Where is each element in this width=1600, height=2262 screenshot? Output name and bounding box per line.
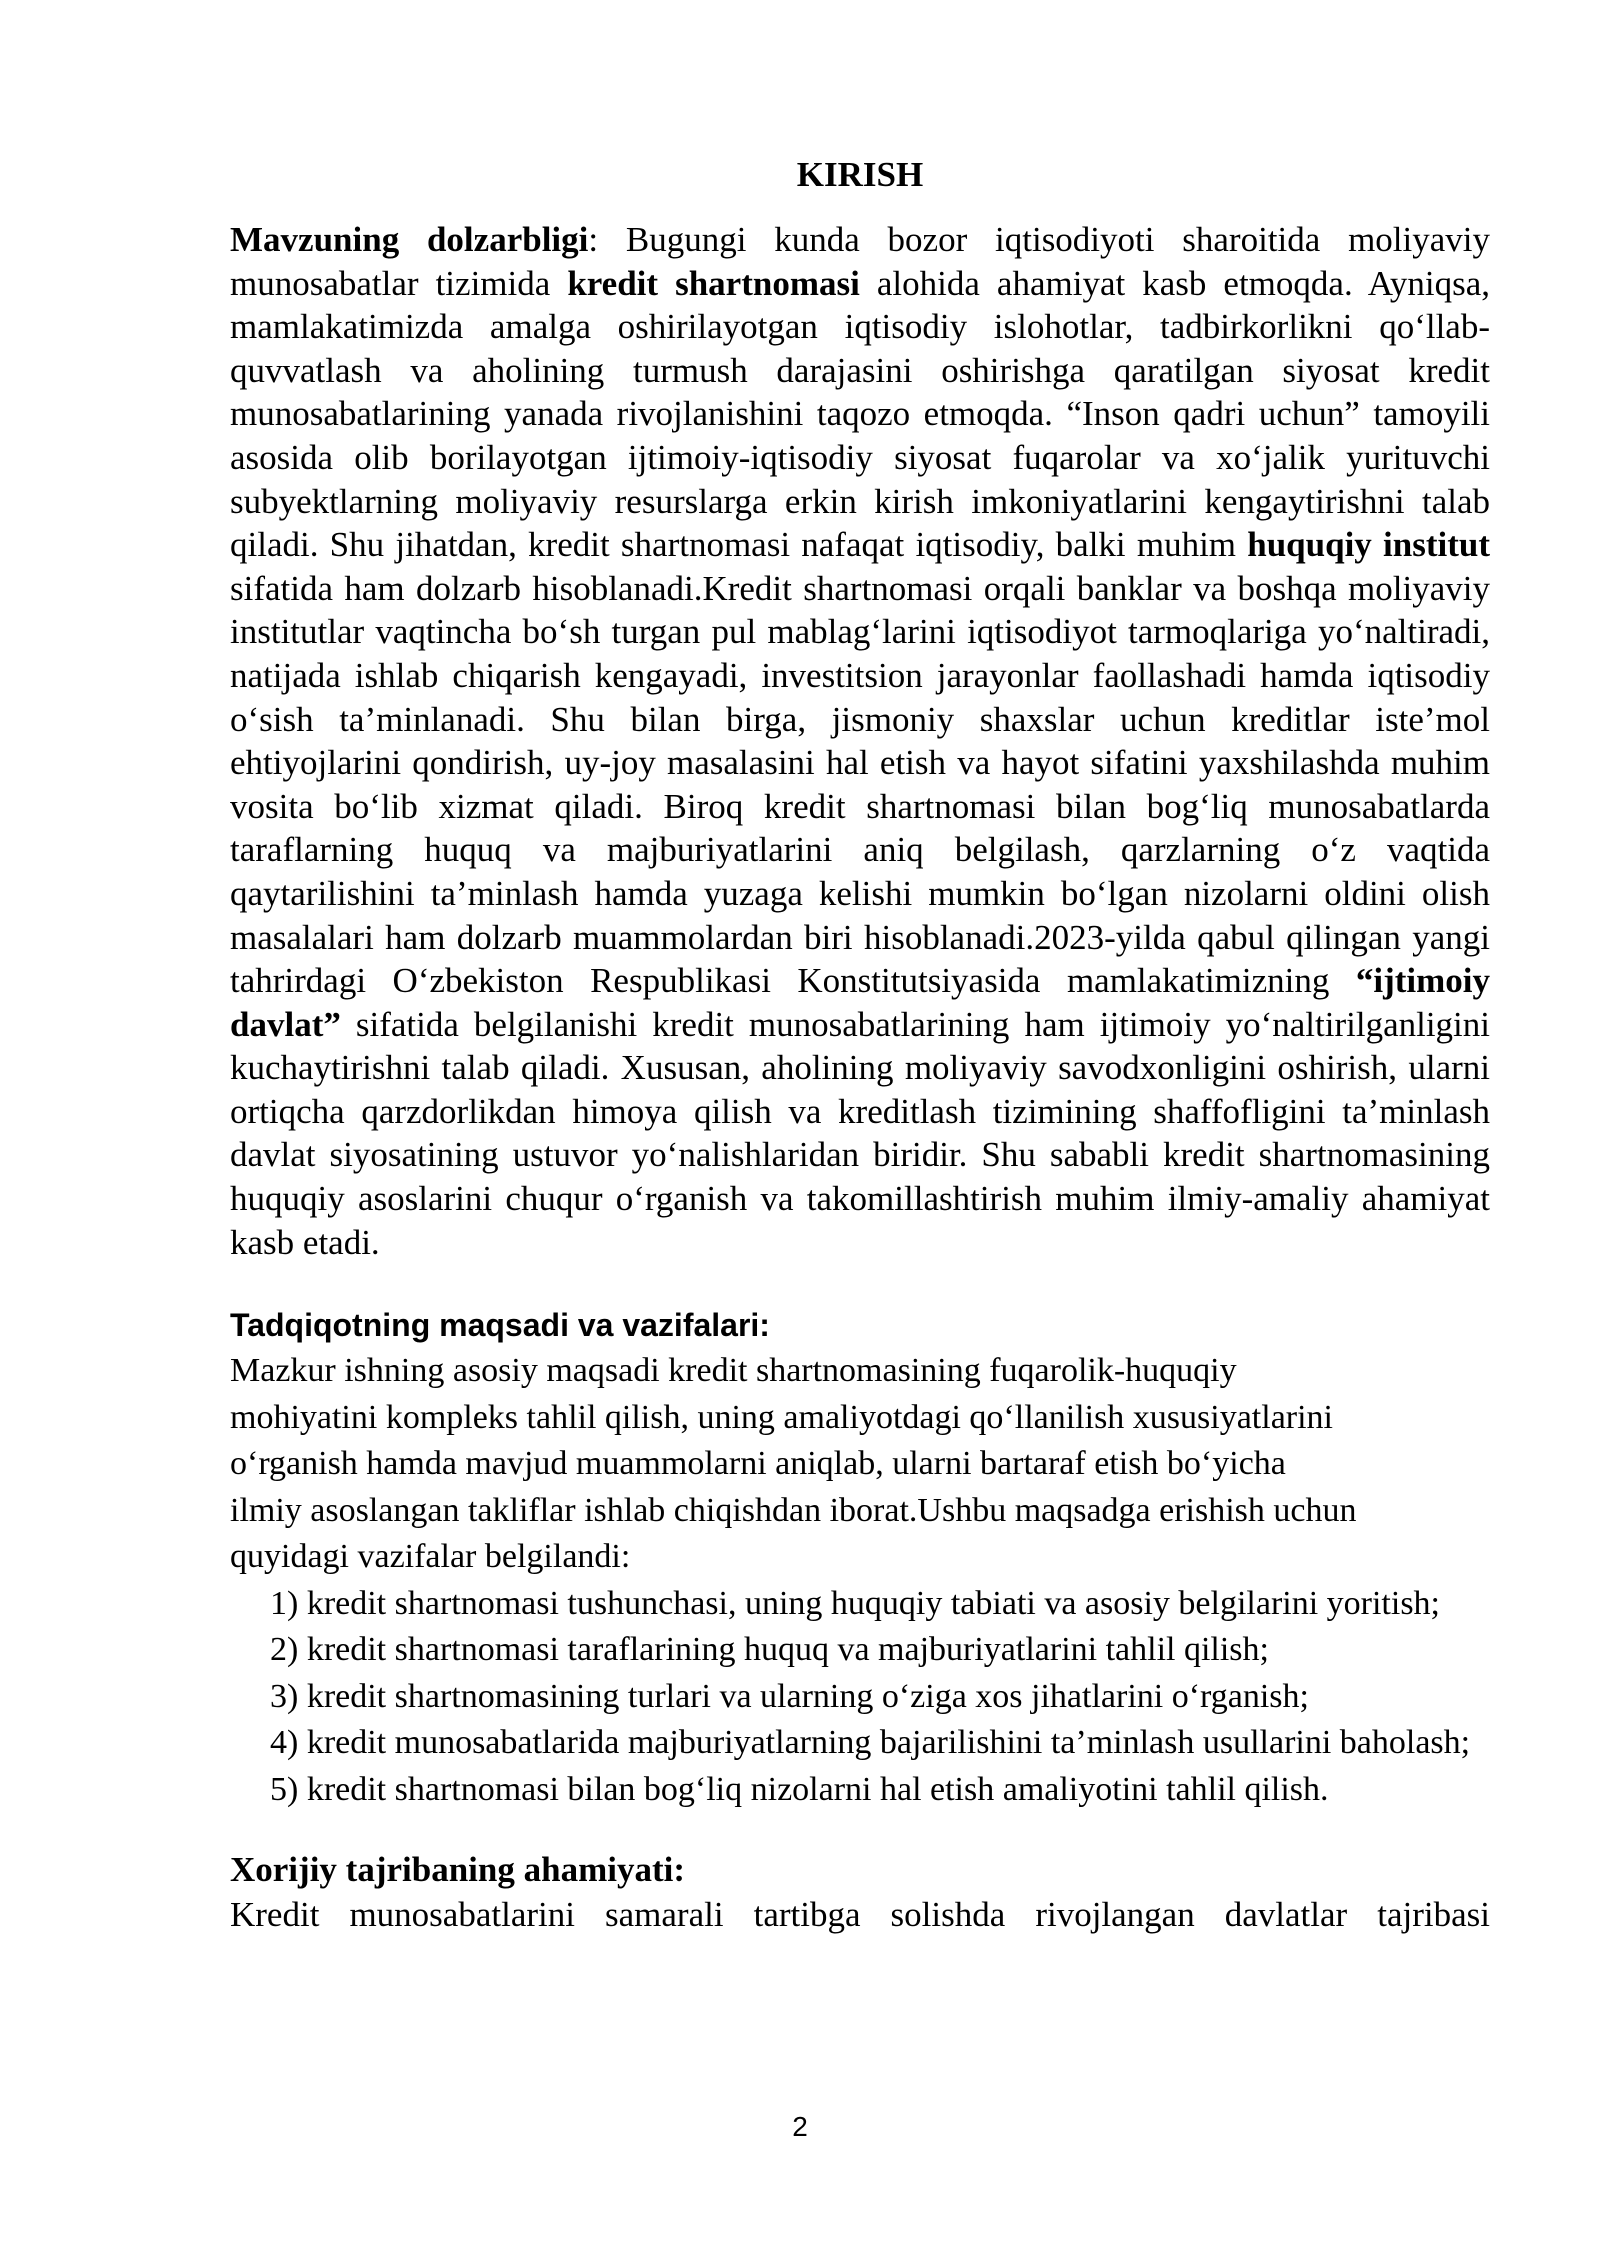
relevance-text-2: alohida ahamiyat kasb etmoqda. Ayniqsa, mamlakatimizda amalga oshirilayotgan iqtisodiy islohotlar, tadbirkorlikni qo‘llab-quvvatlash va aholining turmush darajasini oshirishga qaratilgan siyosat kredit munosabatlarining yanada rivojlanishini taqozo etmoqda. “Inson qadri uchun” tamoyili asosida olib borilayotgan ijtimoiy-iqtisodiy siyosat fuqarolar va xo‘jalik yurituvchi subyektlarning moliyaviy resurslarga erkin kirish imkoniyatlarini kengaytirishni talab qiladi. Shu jihatdan, kredit shartnomasi nafaqat iqtisodiy, balki muhim	[230, 263, 1490, 565]
page-number: 2	[792, 2111, 808, 2142]
goals-heading: Tadqiqotning maqsadi va vazifalari:	[230, 1307, 770, 1344]
task-item: 2) kredit shartnomasi taraflarining huquq va majburiyatlarini tahlil qilish;	[270, 1631, 1269, 1669]
goals-line: quyidagi vazifalar belgilandi:	[230, 1538, 631, 1576]
relevance-bold-3: “ijtimoiy davlat”	[230, 961, 1490, 1044]
goals-paragraph	[230, 1348, 1490, 1581]
relevance-bold-1: kredit shartnomasi	[567, 263, 860, 303]
goals-line: o‘rganish hamda mavjud muammolarni aniqlab, ularni bartaraf etish bo‘yicha	[230, 1445, 1286, 1483]
relevance-bold-2: huquqiy institut	[1247, 525, 1490, 565]
task-item: 3) kredit shartnomasining turlari va ularning o‘ziga xos jihatlarini o‘rganish;	[270, 1677, 1309, 1715]
relevance-text-1: : Bugungi kunda bozor iqtisodiyoti sharoitida moliyaviy munosabatlar tizimida	[230, 220, 1490, 303]
foreign-experience-heading: Xorijiy tajribaning ahamiyati:	[230, 1850, 685, 1890]
relevance-paragraph	[230, 218, 1490, 1264]
task-item: 1) kredit shartnomasi tushunchasi, uning huquqiy tabiati va asosiy belgilarini yoritish;	[270, 1584, 1440, 1622]
goals-line: Mazkur ishning asosiy maqsadi kredit shartnomasining fuqarolik-huquqiy	[230, 1352, 1237, 1390]
goals-line: ilmiy asoslangan takliflar ishlab chiqishdan iborat.Ushbu maqsadga erishish uchun	[230, 1491, 1357, 1529]
relevance-text-3: sifatida ham dolzarb hisoblanadi.Kredit shartnomasi orqali banklar va boshqa moliyaviy institutlar vaqtincha bo‘sh turgan pul mablag‘larini iqtisodiyot tarmoqlariga yo‘naltiradi, natijada ishlab chiqarish kengayadi, investitsion jarayonlar faollashadi hamda iqtisodiy o‘sish ta’minlanadi. Shu bilan birga, jismoniy shaxslar uchun kreditlar iste’mol ehtiyojlarini qondirish, uy-joy masalasini hal etish va hayot sifatini yaxshilashda muhim vosita bo‘lib xizmat qiladi. Biroq kredit shartnomasi bilan bog‘liq munosabatlarda taraflarning huquq va majburiyatlarini aniq belgilash, qarzlarning o‘z vaqtida qaytarilishini ta’minlash hamda yuzaga kelishi mumkin bo‘lgan nizolarni oldini olish masalalari ham dolzarb muammolardan biri hisoblanadi.2023-yilda qabul qilingan yangi tahrirdagi O‘zbekiston Respublikasi Konstitutsiyasida mamlakatimizning	[230, 568, 1490, 1001]
section-title: KIRISH	[796, 155, 924, 194]
tasks-list	[230, 1581, 1490, 1814]
goals-line: mohiyatini kompleks tahlil qilish, uning amaliyotdagi qo‘llanilish xususiyatlarini	[230, 1398, 1334, 1436]
foreign-experience-paragraph: Kredit munosabatlarini samarali tartibga solishda rivojlangan davlatlar tajribasi	[230, 1895, 1490, 1935]
relevance-text-4: sifatida belgilanishi kredit munosabatlarining ham ijtimoiy yo‘naltirilganligini kuchaytirishni talab qiladi. Xususan, aholining moliyaviy savodxonligini oshirish, ularni ortiqcha qarzdorlikdan himoya qilish va kreditlash tizimining shaffofligini ta’minlash davlat siyosatining ustuvor yo‘nalishlaridan biridir. Shu sababli kredit shartnomasining huquqiy asoslarini chuqur o‘rganish va takomillashtirish muhim ilmiy-amaliy ahamiyat kasb etadi.	[230, 1004, 1490, 1262]
document-page	[230, 150, 1490, 1937]
relevance-label: Mavzuning dolzarbligi	[230, 220, 589, 259]
task-item: 5) kredit shartnomasi bilan bog‘liq nizolarni hal etish amaliyotini tahlil qilish.	[270, 1770, 1329, 1808]
task-item: 4) kredit munosabatlarida majburiyatlarning bajarilishini ta’minlash usullarini baholash;	[270, 1724, 1471, 1762]
